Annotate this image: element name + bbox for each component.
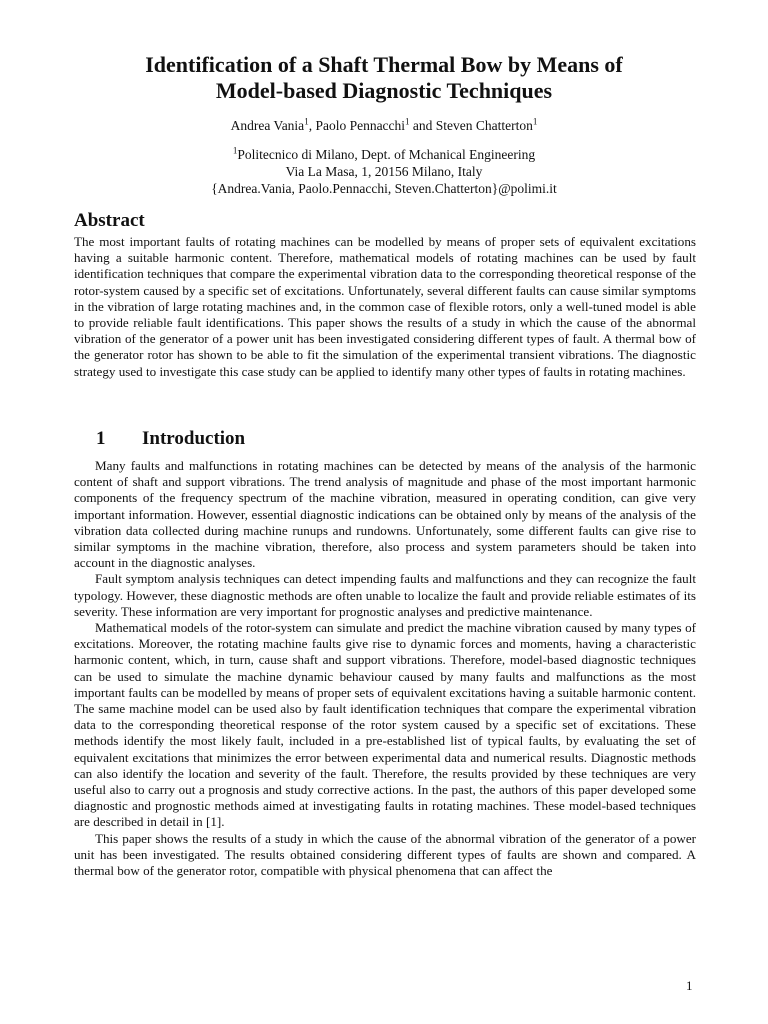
- affiliation-marker: 1: [532, 116, 538, 127]
- affiliation-address: Via La Masa, 1, 20156 Milano, Italy: [285, 164, 483, 179]
- title-line-1: Identification of a Shaft Thermal Bow by Means of: [145, 52, 623, 77]
- author-name: Steven Chatterton: [435, 118, 533, 133]
- paper-title: [0, 52, 768, 104]
- author-list: [0, 117, 768, 135]
- section-heading: [96, 427, 245, 451]
- body-paragraph: Mathematical models of the rotor-system can simulate and predict the machine vibration caused by many types of excitations. Moreover, the rotating machine faults give rise to dynamic forces and moments, having a characteristic harmonic content, which, in turn, cause shaft and support vibrations. Therefore, model-based diagnostic techniques can be used to simulate the machine dynamic behaviour caused by many faults and malfunctions as the most important faults can be modelled by means of proper sets of equivalent excitations having a suitable harmonic content. The same machine model can be used also by fault identification techniques that compare the experimental vibration data to the corresponding theoretical response of the rotor system caused by a specific set of excitations. These methods identify the most likely fault, included in a pre-established list of typical faults, by evaluating the set of equivalent excitations that minimizes the error between experimental data and numerical results. Diagnostic methods can also identify the location and severity of the fault. Therefore, the results provided by these techniques are very useful also to carry out a prognosis and study corrective actions. In the past, the authors of this paper developed some diagnostic and prognostic methods aimed at investigating faults in rotating machines. These model-based techniques are described in detail in [1].: [74, 620, 696, 830]
- affiliation-marker: 1: [304, 116, 309, 127]
- affiliation-marker: 1: [232, 145, 238, 156]
- introduction-body: [74, 458, 696, 879]
- body-paragraph: Many faults and malfunctions in rotating machines can be detected by means of the analysis of the harmonic content of shaft and support vibrations. The trend analysis of magnitude and phase of the most important harmonic components of the frequency spectrum of the machine vibration, measured in operating condition, can give very important information. However, essential diagnostic indications can be obtained only by means of the analysis of the vibration data collected during machine runups and rundowns. Unfortunately, some different faults can give rise to similar symptoms in the machine vibration, therefore, also process and system parameters should be taken into account in the diagnostic analyses.: [74, 458, 696, 571]
- affiliation-institution: Politecnico di Milano, Dept. of Mchanical Engineering: [237, 147, 536, 162]
- affiliation-block: [0, 146, 768, 197]
- abstract-text: The most important faults of rotating machines can be modelled by means of proper sets of equivalent excitations having a suitable harmonic content. Therefore, mathematical models of rotating machines can be used by fault identification techniques that compare the experimental vibration data to the corresponding theoretical response of the rotor-system caused by a specific set of excitations. Unfortunately, several different faults can cause similar symptoms in the vibration of large rotating machines and, in the common case of flexible rotors, only a well-tuned model is able to provide reliable fault identifications. This paper shows the results of a study in which the cause of the abnormal vibration of the generator of a power unit has been investigated considering different types of fault. A thermal bow of the generator rotor has shown to be able to fit the simulation of the experimental transient vibrations. The diagnostic strategy used to investigate this case study can be applied to identify many other types of faults in rotating machines.: [74, 234, 696, 379]
- body-paragraph: This paper shows the results of a study in which the cause of the abnormal vibration of the generator of a power unit has been investigated. The results obtained considering different types of faults are shown and compared. A thermal bow of the generator rotor, compatible with physical phenomena that can affect the: [74, 830, 696, 879]
- section-number: 1: [96, 428, 106, 449]
- abstract-heading: Abstract: [74, 210, 145, 231]
- section-title: Introduction: [142, 428, 246, 449]
- affiliation-email: {Andrea.Vania, Paolo.Pennacchi, Steven.Chatterton}@polimi.it: [211, 181, 557, 196]
- author-name: Paolo Pennacchi: [315, 118, 406, 133]
- author-separator: ,: [308, 118, 316, 133]
- body-paragraph: Fault symptom analysis techniques can detect impending faults and malfunctions and they can recognize the fault typology. However, these diagnostic methods are often unable to localize the fault and provide reliable estimates of its severity. These information are very important for prognostic analyses and predictive maintenance.: [74, 571, 696, 619]
- affiliation-marker: 1: [405, 116, 410, 127]
- page-number: 1: [686, 978, 693, 993]
- affiliation-institution-line: [0, 146, 768, 163]
- title-line-2: Model-based Diagnostic Techniques: [215, 78, 553, 103]
- author-name: Andrea Vania: [230, 118, 305, 133]
- author-separator: and: [409, 118, 436, 133]
